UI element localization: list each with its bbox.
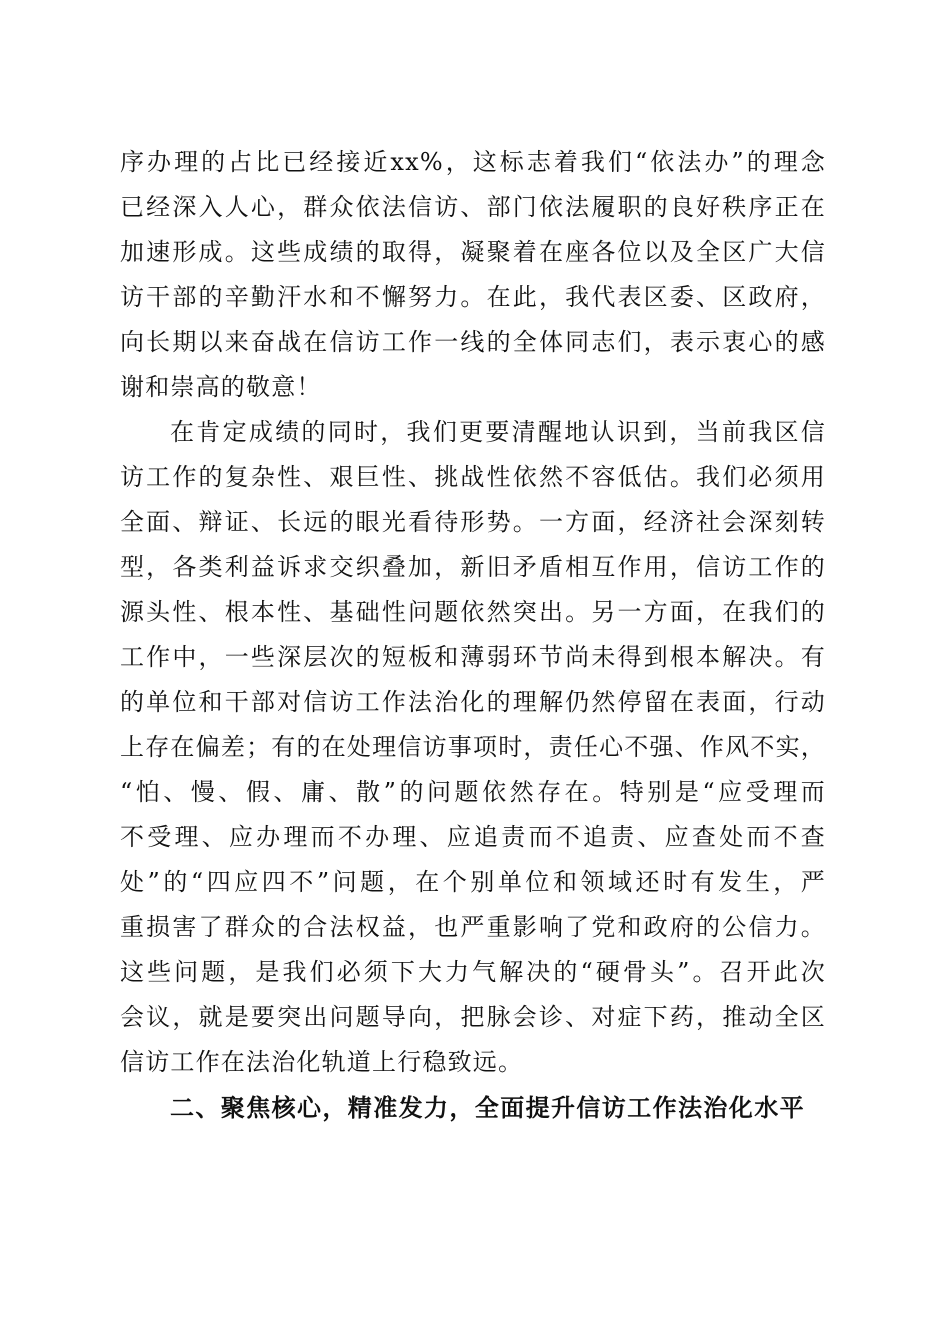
paragraph-line: 处”的“四应四不”问题，在个别单位和领域还时有发生，严 <box>120 868 826 896</box>
paragraph-line: 访干部的辛勤汗水和不懈努力。在此，我代表区委、区政府， <box>120 283 826 311</box>
paragraph-line: 这些问题，是我们必须下大力气解决的“硬骨头”。召开此次 <box>120 958 826 986</box>
paragraph-line: 信访工作在法治化轨道上行稳致远。 <box>120 1048 524 1076</box>
paragraph-line: 在肯定成绩的同时，我们更要清醒地认识到，当前我区信 <box>170 418 826 446</box>
paragraph-line: 全面、辩证、长远的眼光看待形势。一方面，经济社会深刻转 <box>120 508 826 536</box>
paragraph-line: 源头性、根本性、基础性问题依然突出。另一方面，在我们的 <box>120 598 826 626</box>
section-heading: 二、聚焦核心，精准发力，全面提升信访工作法治化水平 <box>170 1094 805 1122</box>
paragraph-line: 上存在偏差；有的在处理信访事项时，责任心不强、作风不实， <box>120 733 826 761</box>
paragraph-line: 已经深入人心，群众依法信访、部门依法履职的良好秩序正在 <box>120 193 826 221</box>
paragraph-line: 重损害了群众的合法权益，也严重影响了党和政府的公信力。 <box>120 913 826 941</box>
paragraph-line: 的单位和干部对信访工作法治化的理解仍然停留在表面，行动 <box>120 688 826 716</box>
paragraph-line: 谢和崇高的敬意！ <box>120 373 322 401</box>
paragraph-line: 向长期以来奋战在信访工作一线的全体同志们，表示衷心的感 <box>120 328 826 356</box>
paragraph-line: 型，各类利益诉求交织叠加，新旧矛盾相互作用，信访工作的 <box>120 553 826 581</box>
paragraph-line: 访工作的复杂性、艰巨性、挑战性依然不容低估。我们必须用 <box>120 463 826 491</box>
paragraph-line: 会议，就是要突出问题导向，把脉会诊、对症下药，推动全区 <box>120 1003 826 1031</box>
paragraph-line: 工作中，一些深层次的短板和薄弱环节尚未得到根本解决。有 <box>120 643 826 671</box>
paragraph-line: 不受理、应办理而不办理、应追责而不追责、应查处而不查 <box>120 823 826 851</box>
paragraph-line: 加速形成。这些成绩的取得，凝聚着在座各位以及全区广大信 <box>120 238 826 266</box>
paragraph-line: 序办理的占比已经接近xx%，这标志着我们“依法办”的理念 <box>120 148 826 176</box>
paragraph-line: “怕、慢、假、庸、散”的问题依然存在。特别是“应受理而 <box>120 778 826 806</box>
